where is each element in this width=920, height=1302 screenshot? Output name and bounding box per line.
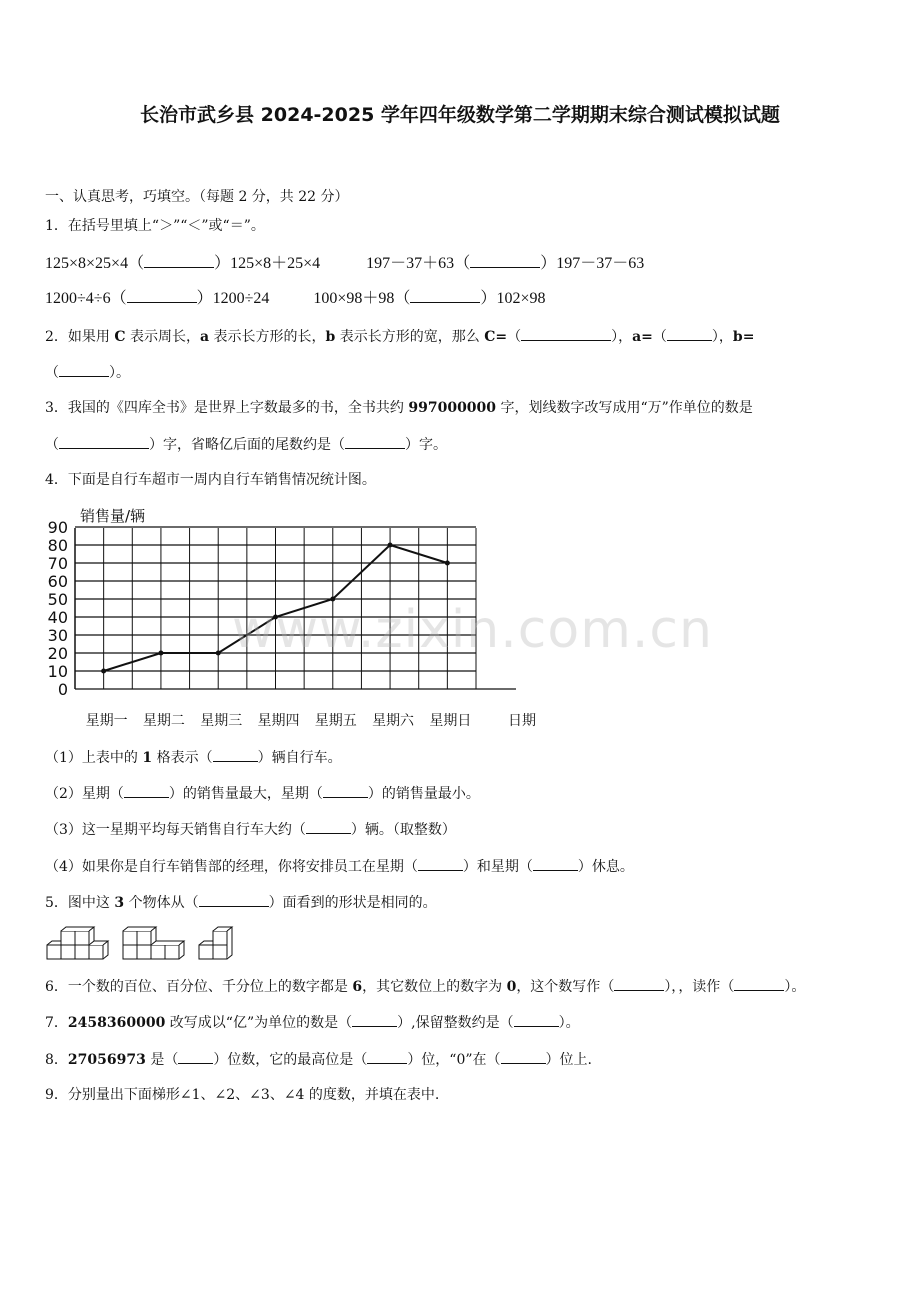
q1-expr-b-left: 197－37＋63 [366,255,455,272]
q1-expr-a-left: 125×8×25×4 [45,255,129,272]
q4-answer-blank[interactable] [323,783,368,798]
q8-answer-blank[interactable] [178,1049,213,1064]
x-tick-label: 星期六 [372,713,415,729]
q1-row-2: 1200÷4÷6（ ）1200÷24 100×98＋98（ ）102×98 [45,290,546,307]
y-tick-label: 50 [47,590,68,609]
y-tick-label: 80 [47,536,68,555]
y-tick-label: 20 [47,644,68,663]
q1-expr-d-left: 100×98＋98 [313,290,395,307]
q4-sub-2: （2）星期（ ）的销售量最大，星期（ ）的销售量最小。 [45,783,480,804]
q1-answer-blank[interactable] [470,253,540,268]
data-point [388,543,393,548]
q4-answer-blank[interactable] [213,747,258,762]
data-point [445,561,450,566]
y-tick-label: 30 [47,626,68,645]
q1-expr-c-left: 1200÷4÷6 [45,290,111,307]
cube-figure-2 [123,927,184,959]
data-point [158,651,163,656]
question-8: 8．27056973 是（ ）位数，它的最高位是（ ）位，“0”在（ ）位上. [45,1049,592,1070]
q4-sub-1: （1）上表中的 1 格表示（ ）辆自行车。 [45,747,342,768]
x-tick-label: 星期二 [142,713,185,729]
question-9: 9．分别量出下面梯形∠1、∠2、∠3、∠4 的度数，并填在表中. [45,1087,440,1103]
data-point [216,651,221,656]
x-tick-label: 星期一 [85,713,128,729]
data-point [101,669,106,674]
q3-answer-blank[interactable] [59,434,149,449]
q1-row-1: 125×8×25×4（ ）125×8＋25×4 197－37＋63（ ）197－37－63 [45,255,645,272]
q1-expr-b-right: 197－37－63 [556,255,645,272]
q2-answer-blank[interactable] [667,326,712,341]
y-tick-label: 10 [47,662,68,681]
q7-answer-blank[interactable] [352,1012,397,1027]
q4-answer-blank[interactable] [533,856,578,871]
cube-figures [45,925,245,965]
cube-figure-3 [199,927,232,959]
chart-x-ticks [86,713,472,729]
x-tick-label: 星期日 [429,713,472,729]
y-tick-label: 0 [57,680,68,699]
chart-x-label: 日期 [508,713,536,729]
q3-answer-blank[interactable] [345,434,405,449]
q8-answer-blank[interactable] [501,1049,546,1064]
y-tick-label: 40 [47,608,68,627]
watermark: www.zixin.com.cn [232,600,713,660]
q5-answer-blank[interactable] [199,892,269,907]
x-tick-label: 星期三 [200,713,243,729]
q1-expr-a-right: 125×8＋25×4 [230,255,321,272]
q1-expr-d-right: 102×98 [496,290,546,307]
cube-figure-1 [47,927,108,959]
y-tick-label: 60 [47,572,68,591]
question-6: 6．一个数的百位、百分位、千分位上的数字都是 6，其它数位上的数字为 0，这个数写作（ ），，读作（ ）。 [45,976,805,997]
q2-answer-blank[interactable] [59,362,109,377]
q1-expr-c-right: 1200÷24 [212,290,270,307]
q1-answer-blank[interactable] [127,288,197,303]
question-2: 2．如果用 C 表示周长，a 表示长方形的长，b 表示长方形的宽，那么 C=（ ），a=（ ），b= [45,326,754,347]
y-tick-label: 90 [47,518,68,537]
q4-answer-blank[interactable] [418,856,463,871]
q4-answer-blank[interactable] [306,819,351,834]
q6-answer-blank[interactable] [614,976,664,991]
question-2-cont: （ ）。 [45,362,130,383]
question-4: 4．下面是自行车超市一周内自行车销售情况统计图。 [45,472,376,488]
x-tick-label: 星期五 [314,713,357,729]
question-3-cont: （ ）字，省略亿后面的尾数约是（ ）字。 [45,434,447,455]
chart-y-label: 销售量/辆 [80,507,146,525]
q1-answer-blank[interactable] [410,288,480,303]
q4-sub-3: （3）这一星期平均每天销售自行车大约（ ）辆。（取整数） [45,819,456,840]
page-title: 长治市武乡县 2024-2025 学年四年级数学第二学期期末综合测试模拟试题 [140,104,780,126]
section-heading: 一、认真思考，巧填空。（每题 2 分，共 22 分） [45,189,349,205]
x-tick-label: 星期四 [257,713,300,729]
y-tick-label: 70 [47,554,68,573]
question-1: 1．在括号里填上“＞”“＜”或“＝”。 [45,218,265,234]
q2-answer-blank[interactable] [521,326,611,341]
question-7: 7．2458360000 改写成以“亿”为单位的数是（ ）,保留整数约是（ ）。 [45,1012,580,1033]
q4-answer-blank[interactable] [124,783,169,798]
chart-y-ticks [48,518,68,699]
q4-sub-4: （4）如果你是自行车销售部的经理，你将安排员工在星期（ ）和星期（ ）休息。 [45,856,634,877]
question-3: 3．我国的《四库全书》是世界上字数最多的书，全书共约 997000000 字，划线数字改写成用“万”作单位的数是 [45,400,753,416]
q6-answer-blank[interactable] [734,976,784,991]
q8-answer-blank[interactable] [367,1049,407,1064]
q7-answer-blank[interactable] [514,1012,559,1027]
question-5: 5．图中这 3 个物体从（ ）面看到的形状是相同的。 [45,892,437,913]
q1-answer-blank[interactable] [144,253,214,268]
